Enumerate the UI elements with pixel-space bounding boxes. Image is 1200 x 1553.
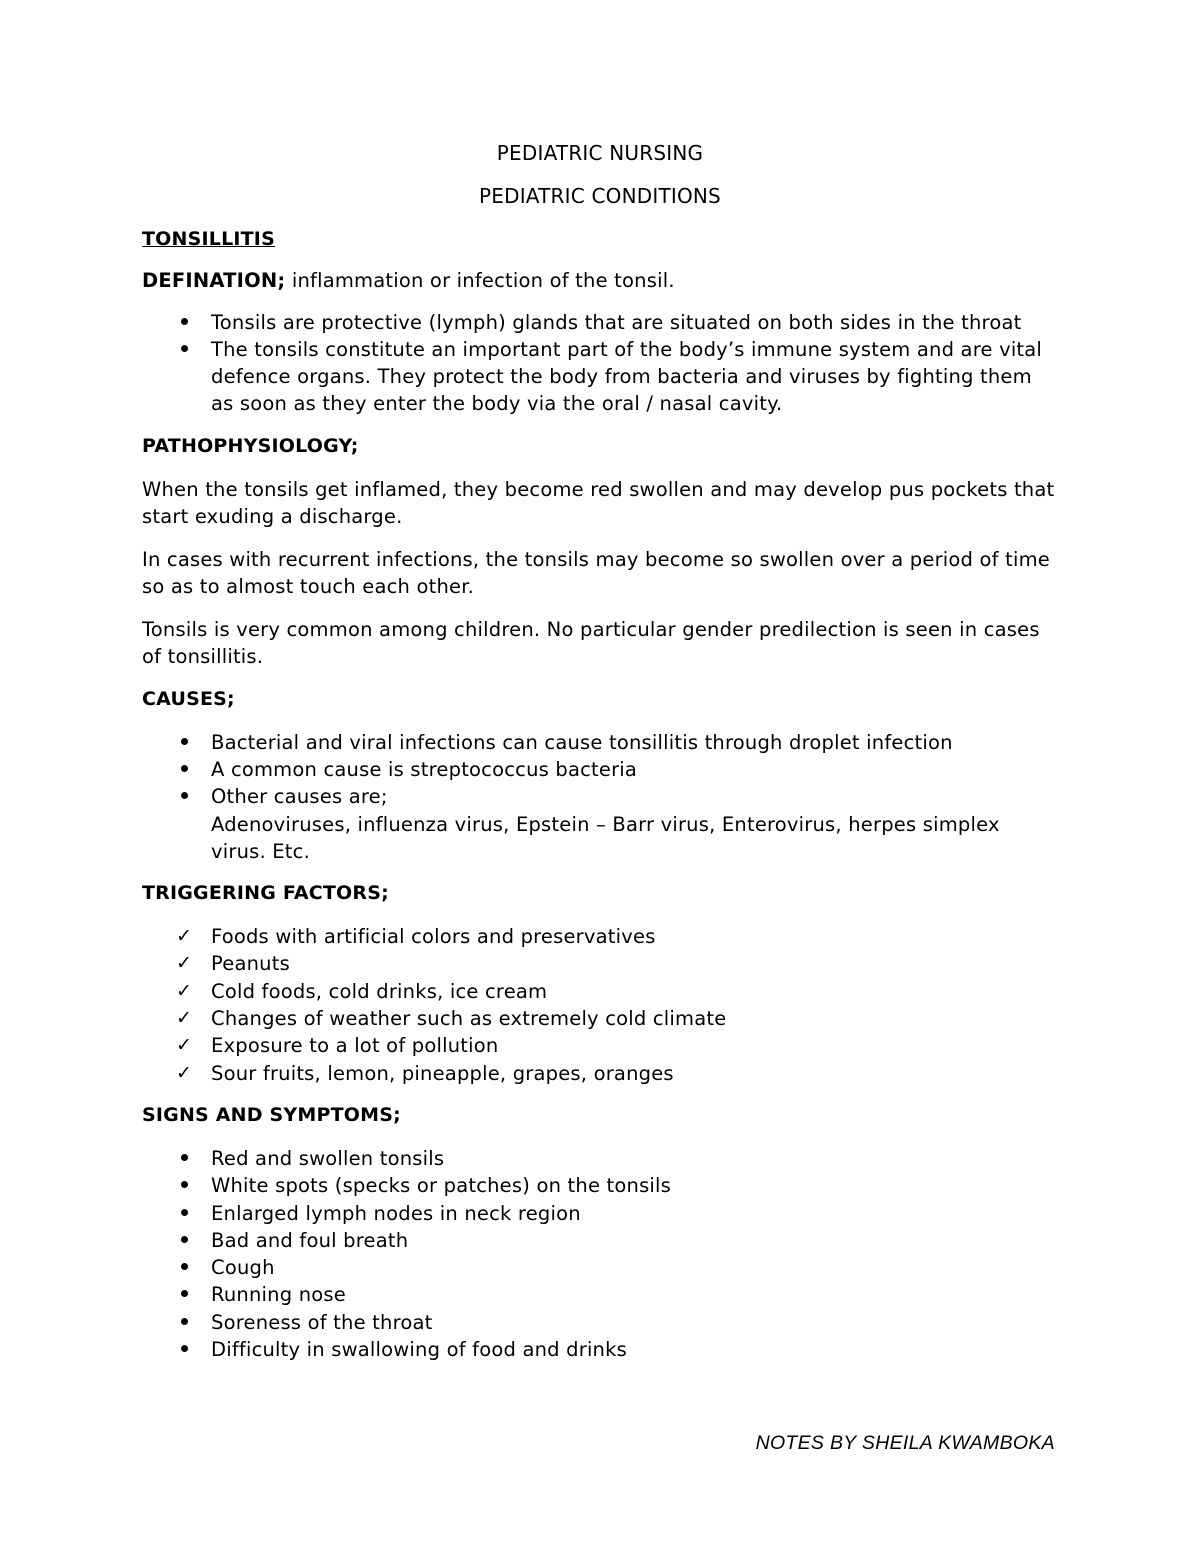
check-icon: ✓ (175, 1034, 193, 1057)
bullet-icon (174, 1172, 194, 1199)
list-item (142, 729, 1058, 756)
bullet-icon (174, 1309, 194, 1336)
document-subtitle: PEDIATRIC CONDITIONS (479, 184, 721, 208)
document-title: PEDIATRIC NURSING (496, 141, 704, 165)
check-icon: ✓ (175, 979, 193, 1002)
list-item-text: Foods with artificial colors and preservatives (211, 925, 656, 949)
list-item-text: A common cause is streptococcus bacteria (211, 757, 638, 781)
bullet-icon (174, 309, 194, 336)
bullet-icon (174, 1254, 194, 1281)
definition-paragraph (142, 267, 1058, 295)
list-item-text: Bacterial and viral infections can cause tonsillitis through droplet infection (211, 730, 953, 754)
list-item-text: Cough (211, 1256, 275, 1280)
list-item (142, 978, 1058, 1005)
bullet-icon (174, 1200, 194, 1227)
triggering-factors-heading: TRIGGERING FACTORS; (142, 882, 389, 905)
check-icon: ✓ (175, 1007, 193, 1030)
list-item (142, 1309, 1058, 1336)
list-item-continuation: Adenoviruses, influenza virus, Epstein – Barr virus, Enterovirus, herpes simplex virus. Etc. (211, 812, 1000, 863)
list-item (142, 1254, 1058, 1281)
list-item-text: Other causes are; (211, 785, 388, 809)
bullet-icon (174, 729, 194, 756)
causes-list (142, 729, 1058, 865)
pathophysiology-paragraph: When the tonsils get inflamed, they become red swollen and may develop pus pockets that start exuding a discharge. (142, 477, 1055, 529)
causes-heading: CAUSES; (142, 687, 235, 710)
list-item (142, 923, 1058, 950)
check-icon: ✓ (175, 925, 193, 948)
list-item (142, 309, 1058, 336)
pathophysiology-paragraph: Tonsils is very common among children. No particular gender predilection is seen in cases of tonsillitis. (142, 617, 1040, 669)
footer-author-note: NOTES BY SHEILA KWAMBOKA (755, 1432, 1055, 1454)
list-item (142, 1281, 1058, 1308)
list-item-text: Sour fruits, lemon, pineapple, grapes, oranges (211, 1061, 674, 1085)
list-item (142, 1145, 1058, 1172)
list-item-text: Soreness of the throat (211, 1310, 433, 1334)
list-item-text: Exposure to a lot of pollution (211, 1034, 499, 1058)
signs-symptoms-heading: SIGNS AND SYMPTOMS; (142, 1103, 401, 1126)
bullet-icon (174, 783, 194, 810)
check-icon: ✓ (175, 952, 193, 975)
check-icon: ✓ (175, 1061, 193, 1084)
pathophysiology-paragraph: In cases with recurrent infections, the tonsils may become so swollen over a period of time so as to almost touch each other. (142, 547, 1050, 599)
list-item (142, 1032, 1058, 1059)
list-item (142, 1060, 1058, 1087)
triggering-factors-list (142, 923, 1058, 1087)
list-item-text: Difficulty in swallowing of food and drinks (211, 1338, 627, 1362)
list-item (142, 950, 1058, 977)
list-item (142, 336, 1058, 418)
bullet-icon (174, 336, 194, 363)
list-item (142, 783, 1058, 865)
list-item (142, 1336, 1058, 1363)
bullet-icon (174, 1281, 194, 1308)
list-item-text: Changes of weather such as extremely cold climate (211, 1007, 727, 1031)
bullet-icon (174, 1145, 194, 1172)
signs-symptoms-list (142, 1145, 1058, 1363)
list-item (142, 1227, 1058, 1254)
condition-heading: TONSILLITIS (142, 228, 275, 250)
list-item-text: Bad and foul breath (211, 1228, 409, 1252)
definition-label: DEFINATION; (142, 269, 286, 292)
pathophysiology-heading: PATHOPHYSIOLOGY; (142, 434, 359, 457)
list-item (142, 1172, 1058, 1199)
list-item-text: White spots (specks or patches) on the tonsils (211, 1174, 672, 1198)
list-item-text: Running nose (211, 1283, 346, 1307)
list-item-text: Peanuts (211, 952, 290, 976)
list-item-text: Red and swollen tonsils (211, 1146, 445, 1170)
list-item (142, 1200, 1058, 1227)
list-item-text: Enlarged lymph nodes in neck region (211, 1201, 581, 1225)
bullet-icon (174, 756, 194, 783)
list-item (142, 1005, 1058, 1032)
list-item-text: The tonsils constitute an important part of the body’s immune system and are vital defence organs. They protect the body from bacteria and viruses by fighting them as soon as they enter the body via the oral / nasal cavity. (211, 337, 1043, 416)
list-item-text: Tonsils are protective (lymph) glands that are situated on both sides in the throat (211, 310, 1022, 334)
bullet-icon (174, 1227, 194, 1254)
definition-bullet-list (142, 309, 1058, 418)
bullet-icon (174, 1336, 194, 1363)
list-item (142, 756, 1058, 783)
document-page (142, 140, 1058, 1378)
list-item-text: Cold foods, cold drinks, ice cream (211, 979, 548, 1003)
definition-text: inflammation or infection of the tonsil. (285, 269, 675, 292)
